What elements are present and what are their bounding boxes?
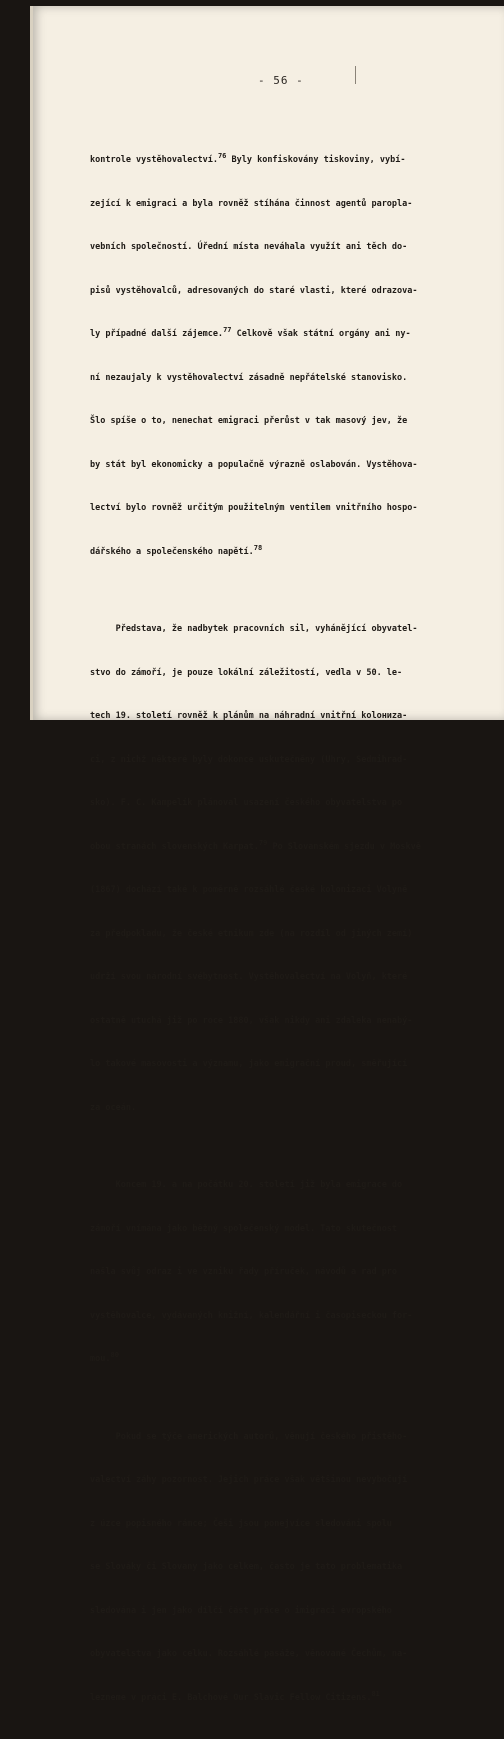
text-line: sko). F. C. Kampelík plánoval usazení českého obyvatelstva po: [90, 798, 403, 808]
text-line: Koncem 19. a na počátku 20. století již byla emigrace do: [90, 1180, 403, 1190]
text-line: ní nezaujaly k vystěhovalectví zásadně nepřátelské stanovisko.: [90, 372, 408, 383]
footnote-ref: 79: [258, 838, 268, 847]
text-line: sledována i jen jako dílčí část práce o imigraci evropského: [90, 1605, 392, 1616]
footnote-ref: 76: [217, 152, 227, 160]
text-line: (1867) dochází také k poměrně rozsáhlé české kolonizaci Volyně: [90, 885, 408, 895]
text-line: našla svůj odraz i ve vzniku řady příruček, návodů a rad pro: [90, 1267, 398, 1277]
text-line: se Slováky či Slovany jako celkem, často je tato problematika: [90, 1562, 403, 1572]
text-line: Byly konfiskovány tiskoviny, vybí-: [226, 155, 406, 165]
text-line: vystěhovalce, vydávaných knižní, kalendářní i časopiseckou for-: [90, 1310, 413, 1321]
text-line: Pokud se týče amerických autorů, věnují českého přistěho-: [90, 1431, 408, 1442]
text-line: valectví záhy pozornost. Jejich práce však většinou nevybočují: [90, 1475, 408, 1485]
text-line: Šlo spíše o to, nenechat emigraci přerůst v tak masový jev, že: [90, 416, 408, 426]
text-line: za oceán.: [90, 1102, 137, 1113]
text-line: Představa, že nadbytek pracovních sil, vyhánějící obyvatel-: [90, 624, 418, 634]
text-line: dářského a společenského napětí.: [90, 546, 254, 557]
footnote-ref: 81: [371, 1689, 380, 1698]
text-line: ostatně utuchá již po roce 1880, však nikdy ani zdaleka nenabý-: [90, 1015, 413, 1026]
text-line: lectví bylo rovněž určitým použitelným ventilem vnitřního hospo-: [90, 503, 418, 513]
text-line: kontrole vystěhovalectví.: [90, 155, 218, 165]
text-line: zámoří vnímána jako běžný společenský model. Tato skutečnost: [90, 1223, 398, 1234]
text-line: lezneme v práci E. Balchové Our Slavic Fellow Citizens.: [90, 1692, 372, 1703]
text-line: by stát byl ekonomicky a populačně výrazně oslabován. Vystěhova-: [90, 459, 418, 470]
text-line: Po Slovanském sjezdu v Moskvě: [267, 841, 421, 852]
footnote-ref: 78: [253, 543, 263, 552]
text-line: stvo do zámoří, je pouze lokální záležitostí, vedla v 50. le-: [90, 667, 403, 678]
paragraph-2: [90, 593, 476, 1144]
text-line: mou.: [90, 1354, 111, 1364]
text-line: tech 19. století rovněž k plánům na náhradní vnitřní kolониza-: [90, 711, 408, 721]
text-line: z úzce popisného rámce; Češi jsou ponejvíce sledováni spolu: [90, 1518, 392, 1529]
page-number: - 56 -: [258, 74, 304, 87]
page-edge: [30, 6, 33, 720]
footnote-ref: 80: [110, 1351, 119, 1359]
text-line: pisů vystěhovalců, adresovaných do staré vlasti, které odrazova-: [90, 285, 418, 296]
body-text: [90, 124, 476, 1739]
text-line: obou stranách slovenských Karpat.: [90, 841, 259, 852]
footnote-ref: 77: [223, 326, 232, 334]
text-line: obyvatelstva jako celku. Rozsáhlé pasáže, věnované Čechům, na-: [90, 1649, 408, 1659]
text-line: ly případné další zájemce.: [90, 329, 224, 339]
text-line: lo takové masovosti a významu, jako emigrační proud, směřující: [90, 1059, 408, 1069]
pencil-mark: [355, 66, 356, 84]
text-line: zející k emigraci a byla rovněž stíhána činnost agentů paropla-: [90, 198, 413, 209]
paragraph-1: [90, 124, 476, 588]
text-line: udrží svou národní svébytnost. Vystěhovalectví na Volyň, které: [90, 972, 408, 982]
text-line: ci, z nichž některé byly dokonce uskutečněny (Uhry, Sedmihrad-: [90, 754, 408, 765]
paragraph-3: [90, 1149, 476, 1396]
text-line: za předpokladu, že české etnikum zde (na rozdíl od jiných zemí): [90, 928, 413, 939]
text-line: vebních společností. Úřední místa neváhala využít ani těch do-: [90, 242, 408, 252]
text-line: Celkově však státní orgány ani ny-: [231, 329, 411, 339]
paragraph-4: [90, 1401, 476, 1735]
